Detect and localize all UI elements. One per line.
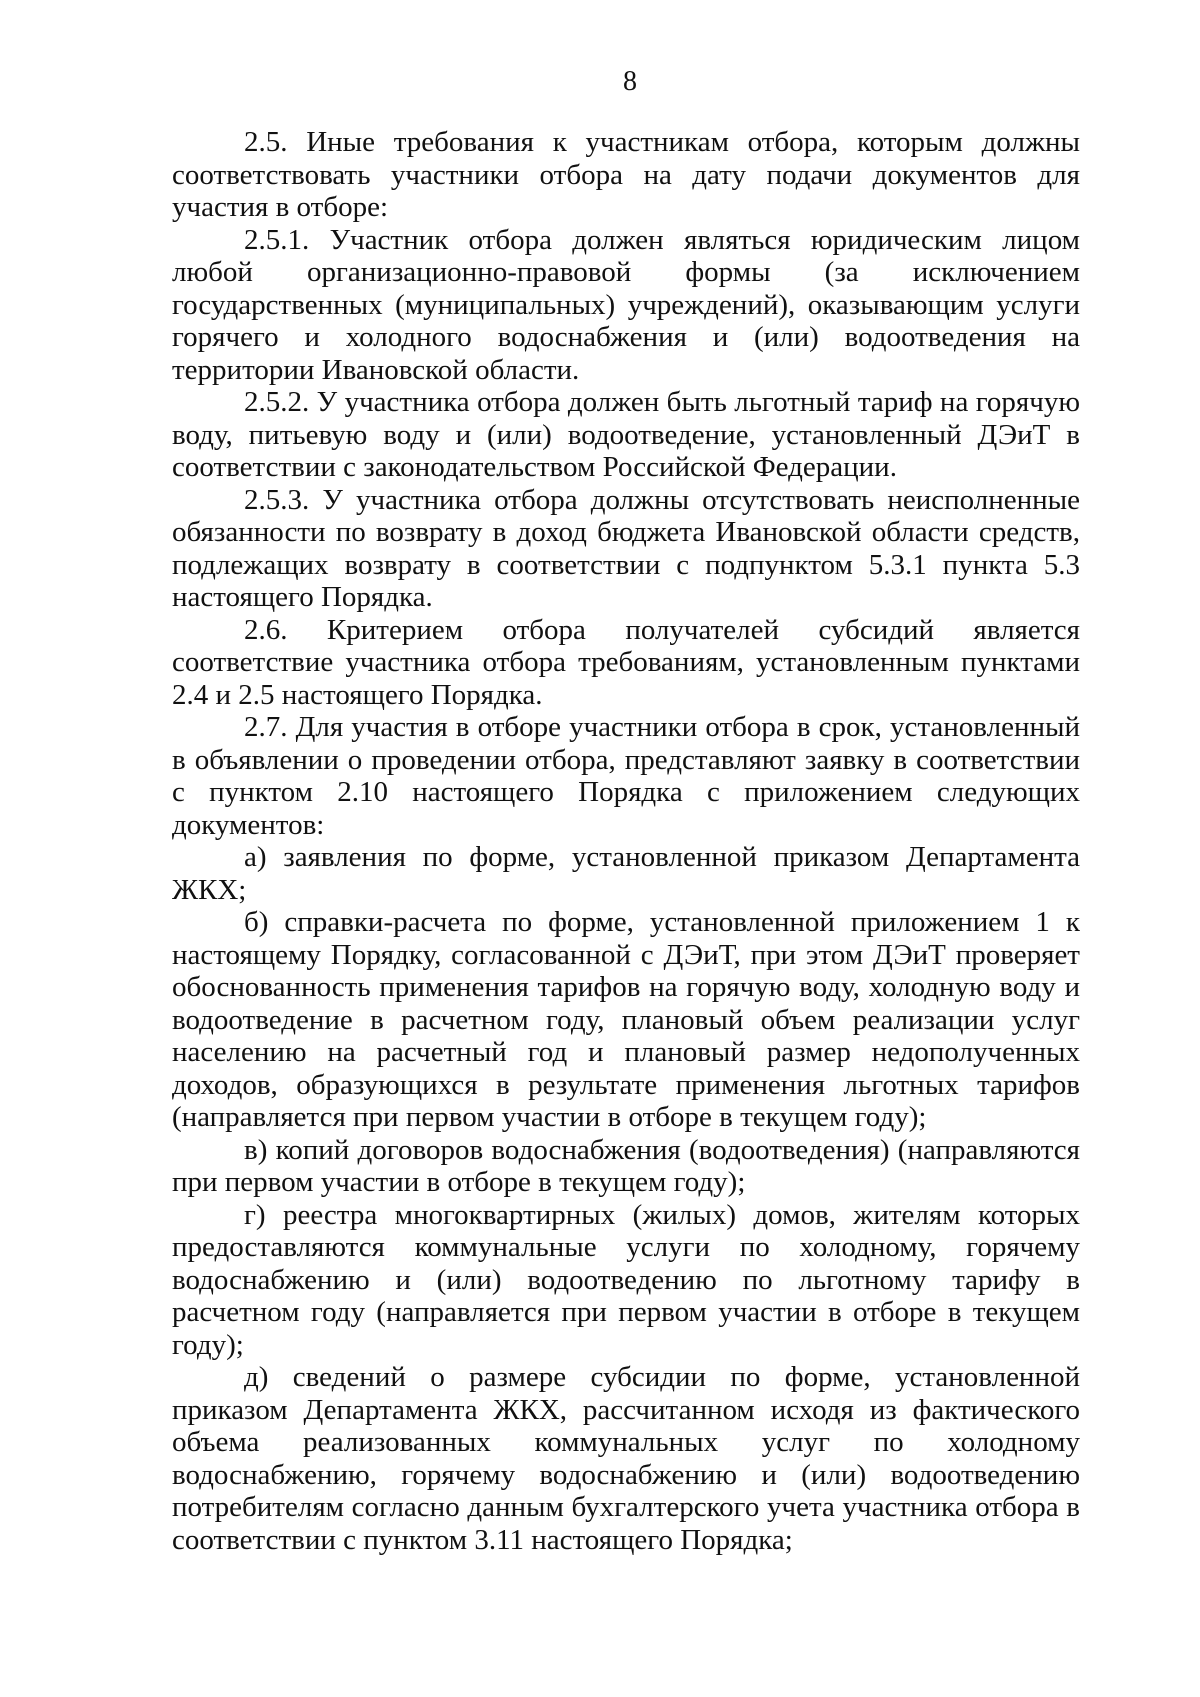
paragraph-2-7: 2.7. Для участия в отборе участники отбора в срок, установленный в объявлении о проведении отбора, представляют заявку в соответствии с пунктом 2.10 настоящего Порядка с приложением следующих документов:: [172, 711, 1080, 841]
paragraph-2-6: 2.6. Критерием отбора получателей субсидий является соответствие участника отбора требованиям, установленным пунктами 2.4 и 2.5 настоящего Порядка.: [172, 613, 1080, 711]
paragraph-2-5-3: 2.5.3. У участника отбора должны отсутствовать неисполненные обязанности по возврату в доход бюджета Ивановской области средств, подлежащих возврату в соответствии с подпунктом 5.3.1 пункта 5.3 настоящего Порядка.: [172, 483, 1080, 613]
list-item-g: г) реестра многоквартирных (жилых) домов, жителям которых предоставляются коммунальные услуги по холодному, горячему водоснабжению и (или) водоотведению по льготному тарифу в расчетном году (направляется при первом участии в отборе в текущем году);: [172, 1198, 1080, 1361]
paragraph-2-5: 2.5. Иные требования к участникам отбора, которым должны соответствовать участники отбора на дату подачи документов для участия в отборе:: [172, 126, 1080, 223]
list-item-b: б) справки-расчета по форме, установленной приложением 1 к настоящему Порядку, согласованной с ДЭиТ, при этом ДЭиТ проверяет обоснованность применения тарифов на горячую воду, холодную воду и водоотведение в расчетном году, плановый объем реализации услуг населению на расчетный год и плановый размер недополученных доходов, образующихся в результате применения льготных тарифов (направляется при первом участии в отборе в текущем году);: [172, 906, 1080, 1133]
document-body: [172, 126, 1080, 1556]
list-item-d: д) сведений о размере субсидии по форме, установленной приказом Департамента ЖКХ, рассчитанном исходя из фактического объема реализованных коммунальных услуг по холодному водоснабжению, горячему водоснабжению и (или) водоотведению потребителям согласно данным бухгалтерского учета участника отбора в соответствии с пунктом 3.11 настоящего Порядка;: [172, 1361, 1080, 1556]
paragraph-2-5-2: 2.5.2. У участника отбора должен быть льготный тариф на горячую воду, питьевую воду и (или) водоотведение, установленный ДЭиТ в соответствии с законодательством Российской Федерации.: [172, 386, 1080, 483]
paragraph-2-5-1: 2.5.1. Участник отбора должен являться юридическим лицом любой организационно-правовой формы (за исключением государственных (муниципальных) учреждений), оказывающим услуги горячего и холодного водоснабжения и (или) водоотведения на территории Ивановской области.: [172, 223, 1080, 386]
page-number: 8: [623, 66, 637, 97]
list-item-a: а) заявления по форме, установленной приказом Департамента ЖКХ;: [172, 841, 1080, 906]
list-item-v: в) копий договоров водоснабжения (водоотведения) (направляются при первом участии в отборе в текущем году);: [172, 1133, 1080, 1198]
